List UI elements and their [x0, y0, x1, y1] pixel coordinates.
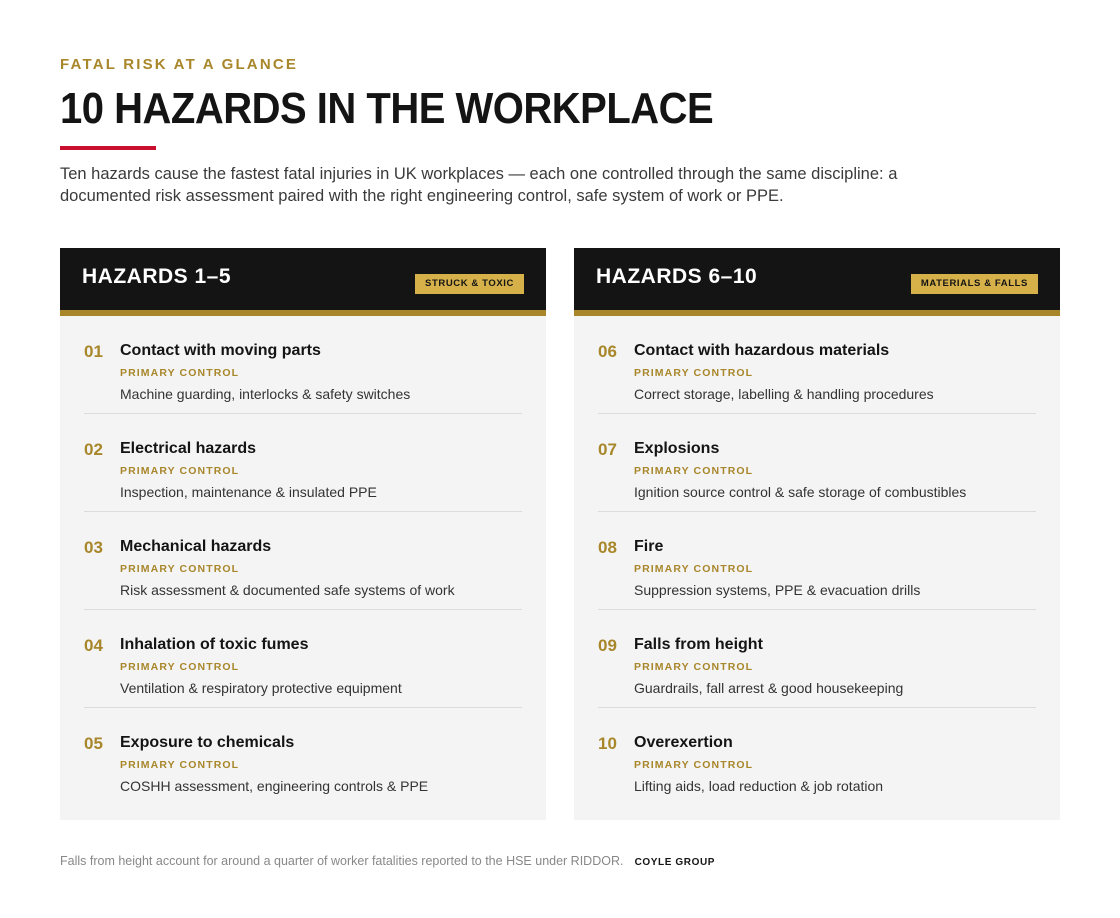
hazard-item [598, 414, 1036, 512]
hazard-number: 02 [84, 440, 103, 459]
control-label: PRIMARY CONTROL [120, 759, 240, 771]
panel-badge: STRUCK & TOXIC [415, 274, 524, 294]
hazard-item [84, 708, 522, 805]
hazard-title: Contact with moving parts [120, 342, 321, 359]
hazard-number: 06 [598, 342, 617, 361]
control-label: PRIMARY CONTROL [120, 465, 240, 477]
hazard-title: Exposure to chemicals [120, 734, 295, 751]
hazard-title: Electrical hazards [120, 440, 257, 457]
control-label: PRIMARY CONTROL [120, 367, 240, 379]
hazard-number: 03 [84, 538, 103, 557]
hazard-title: Mechanical hazards [120, 538, 272, 555]
control-label: PRIMARY CONTROL [120, 661, 240, 673]
footer [60, 850, 715, 869]
hazard-item [598, 512, 1036, 610]
control-description: Risk assessment & documented safe systems of work [120, 582, 455, 598]
hazard-number: 07 [598, 440, 617, 459]
eyebrow-label: FATAL RISK AT A GLANCE [60, 56, 299, 73]
control-description: Lifting aids, load reduction & job rotation [634, 778, 884, 794]
control-description: Suppression systems, PPE & evacuation drills [634, 582, 921, 598]
footer-note: Falls from height account for around a quarter of worker fatalities reported to the HSE under RIDDOR. [60, 854, 624, 868]
control-label: PRIMARY CONTROL [120, 563, 240, 575]
panel-header [60, 248, 546, 316]
hazard-title: Contact with hazardous materials [634, 342, 890, 359]
control-label: PRIMARY CONTROL [634, 759, 754, 771]
hazard-number: 04 [84, 636, 103, 655]
panel-title: HAZARDS 6–10 [596, 265, 758, 288]
hazard-item [598, 610, 1036, 708]
control-description: Correct storage, labelling & handling procedures [634, 386, 934, 402]
brand-name: COYLE GROUP [634, 857, 716, 868]
intro-paragraph: Ten hazards cause the fastest fatal injuries in UK workplaces — each one controlled through the same discipline: a documented risk assessment paired with the right engineering control, safe system of work or PPE. [60, 165, 898, 205]
hazard-title: Explosions [634, 440, 720, 457]
control-label: PRIMARY CONTROL [634, 367, 754, 379]
hazard-title: Fire [634, 538, 664, 555]
hazard-list [84, 316, 522, 805]
hazard-list [598, 316, 1036, 805]
panel-title: HAZARDS 1–5 [82, 265, 232, 288]
control-description: Ignition source control & safe storage of combustibles [634, 484, 967, 500]
control-description: COSHH assessment, engineering controls & PPE [120, 778, 429, 794]
hazard-number: 01 [84, 342, 103, 361]
control-label: PRIMARY CONTROL [634, 563, 754, 575]
hazard-number: 09 [598, 636, 617, 655]
hazard-title: Falls from height [634, 636, 763, 653]
control-label: PRIMARY CONTROL [634, 465, 754, 477]
control-description: Guardrails, fall arrest & good housekeeping [634, 680, 904, 696]
hazard-item [84, 414, 522, 512]
hazard-title: Overexertion [634, 734, 733, 751]
panel-header [574, 248, 1060, 316]
page-title: 10 HAZARDS IN THE WORKPLACE [60, 85, 714, 133]
title-underline [60, 146, 156, 150]
hazard-item [598, 708, 1036, 805]
hazard-title: Inhalation of toxic fumes [120, 636, 309, 653]
hazard-number: 05 [84, 734, 103, 753]
panel-badge: MATERIALS & FALLS [911, 274, 1038, 294]
hazard-item [598, 316, 1036, 414]
hazard-item [84, 316, 522, 414]
control-description: Ventilation & respiratory protective equipment [120, 680, 402, 696]
hazard-item [84, 512, 522, 610]
control-label: PRIMARY CONTROL [634, 661, 754, 673]
control-description: Inspection, maintenance & insulated PPE [120, 484, 377, 500]
hazards-panel-6-10 [574, 248, 1060, 820]
control-description: Machine guarding, interlocks & safety switches [120, 386, 411, 402]
hazard-number: 08 [598, 538, 617, 557]
hazards-panel-1-5 [60, 248, 546, 820]
hazard-item [84, 610, 522, 708]
hazard-number: 10 [598, 734, 617, 753]
